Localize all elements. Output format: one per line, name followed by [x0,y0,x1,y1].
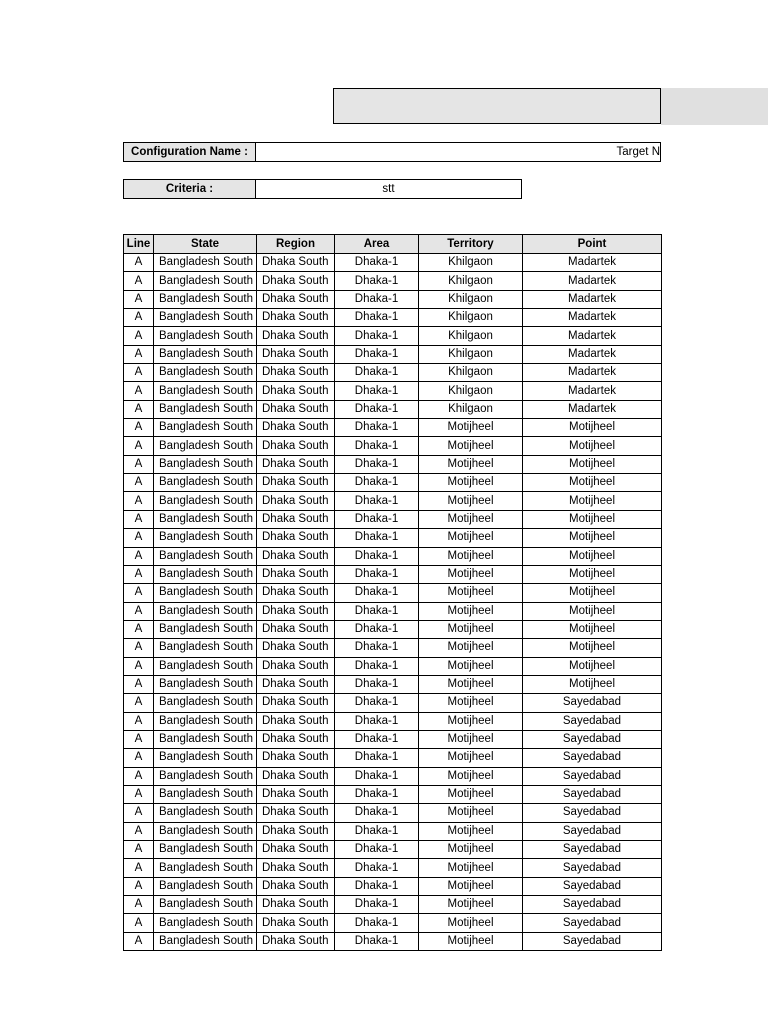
point-cell: Sayedabad [523,804,662,822]
area-cell: Dhaka-1 [335,620,419,638]
table-row [124,272,662,290]
point-cell: Sayedabad [523,694,662,712]
state-cell: Bangladesh South [154,327,257,345]
area-cell: Dhaka-1 [335,437,419,455]
area-cell: Dhaka-1 [335,345,419,363]
table-row [124,877,662,895]
line-cell: A [124,565,154,583]
region-cell: Dhaka South [257,602,335,620]
line-cell: A [124,382,154,400]
area-cell: Dhaka-1 [335,309,419,327]
territory-cell: Khilgaon [419,327,523,345]
line-cell: A [124,309,154,327]
territory-cell: Khilgaon [419,309,523,327]
table-row [124,290,662,308]
line-cell: A [124,822,154,840]
point-cell: Sayedabad [523,859,662,877]
point-cell: Madartek [523,254,662,272]
region-cell: Dhaka South [257,712,335,730]
point-cell: Motijheel [523,675,662,693]
area-cell: Dhaka-1 [335,455,419,473]
table-row [124,345,662,363]
line-cell: A [124,400,154,418]
point-cell: Motijheel [523,437,662,455]
area-cell: Dhaka-1 [335,822,419,840]
point-cell: Motijheel [523,602,662,620]
area-cell: Dhaka-1 [335,804,419,822]
state-cell: Bangladesh South [154,639,257,657]
region-cell: Dhaka South [257,400,335,418]
point-cell: Sayedabad [523,822,662,840]
point-cell: Madartek [523,345,662,363]
point-cell: Motijheel [523,584,662,602]
state-cell: Bangladesh South [154,932,257,950]
line-cell: A [124,712,154,730]
line-cell: A [124,290,154,308]
area-cell: Dhaka-1 [335,492,419,510]
line-cell: A [124,785,154,803]
territory-cell: Motijheel [419,419,523,437]
region-cell: Dhaka South [257,437,335,455]
point-cell: Motijheel [523,510,662,528]
table-row [124,657,662,675]
line-cell: A [124,419,154,437]
table-row [124,492,662,510]
territory-cell: Motijheel [419,749,523,767]
line-cell: A [124,254,154,272]
table-row [124,547,662,565]
territory-cell: Motijheel [419,694,523,712]
area-cell: Dhaka-1 [335,657,419,675]
point-cell: Sayedabad [523,730,662,748]
area-cell: Dhaka-1 [335,474,419,492]
territory-cell: Motijheel [419,547,523,565]
table-row [124,455,662,473]
table-row [124,932,662,950]
state-cell: Bangladesh South [154,364,257,382]
point-cell: Motijheel [523,639,662,657]
point-cell: Sayedabad [523,712,662,730]
state-cell: Bangladesh South [154,804,257,822]
point-cell: Madartek [523,327,662,345]
configuration-name-label: Configuration Name : [123,142,256,162]
line-cell: A [124,730,154,748]
territory-cell: Motijheel [419,914,523,932]
line-cell: A [124,510,154,528]
territory-cell: Motijheel [419,785,523,803]
territory-cell: Motijheel [419,455,523,473]
region-cell: Dhaka South [257,730,335,748]
point-cell: Sayedabad [523,932,662,950]
state-cell: Bangladesh South [154,565,257,583]
line-cell: A [124,620,154,638]
region-cell: Dhaka South [257,767,335,785]
territory-table [123,234,662,951]
table-row [124,510,662,528]
territory-cell: Motijheel [419,877,523,895]
point-cell: Motijheel [523,547,662,565]
territory-cell: Khilgaon [419,364,523,382]
region-cell: Dhaka South [257,254,335,272]
area-cell: Dhaka-1 [335,400,419,418]
point-cell: Madartek [523,272,662,290]
report-title-box-extension [661,88,768,125]
point-cell: Motijheel [523,620,662,638]
point-cell: Sayedabad [523,914,662,932]
table-body [124,254,662,951]
area-cell: Dhaka-1 [335,859,419,877]
line-cell: A [124,364,154,382]
state-cell: Bangladesh South [154,382,257,400]
area-cell: Dhaka-1 [335,694,419,712]
state-cell: Bangladesh South [154,620,257,638]
table-row [124,841,662,859]
line-cell: A [124,694,154,712]
table-row [124,474,662,492]
point-cell: Motijheel [523,492,662,510]
territory-cell: Motijheel [419,767,523,785]
state-cell: Bangladesh South [154,492,257,510]
point-cell: Motijheel [523,529,662,547]
line-cell: A [124,657,154,675]
region-cell: Dhaka South [257,896,335,914]
area-cell: Dhaka-1 [335,767,419,785]
territory-cell: Motijheel [419,510,523,528]
area-cell: Dhaka-1 [335,529,419,547]
column-header-state: State [154,235,257,254]
table-row [124,254,662,272]
region-cell: Dhaka South [257,804,335,822]
region-cell: Dhaka South [257,327,335,345]
state-cell: Bangladesh South [154,510,257,528]
state-cell: Bangladesh South [154,272,257,290]
region-cell: Dhaka South [257,290,335,308]
state-cell: Bangladesh South [154,290,257,308]
table-row [124,309,662,327]
point-cell: Sayedabad [523,896,662,914]
point-cell: Motijheel [523,565,662,583]
area-cell: Dhaka-1 [335,584,419,602]
region-cell: Dhaka South [257,841,335,859]
table-row [124,785,662,803]
point-cell: Sayedabad [523,749,662,767]
state-cell: Bangladesh South [154,785,257,803]
table-row [124,400,662,418]
table-row [124,437,662,455]
line-cell: A [124,602,154,620]
region-cell: Dhaka South [257,822,335,840]
point-cell: Madartek [523,382,662,400]
territory-cell: Motijheel [419,529,523,547]
line-cell: A [124,896,154,914]
state-cell: Bangladesh South [154,749,257,767]
line-cell: A [124,345,154,363]
area-cell: Dhaka-1 [335,841,419,859]
line-cell: A [124,455,154,473]
state-cell: Bangladesh South [154,822,257,840]
line-cell: A [124,859,154,877]
state-cell: Bangladesh South [154,896,257,914]
territory-cell: Khilgaon [419,290,523,308]
territory-cell: Motijheel [419,859,523,877]
column-header-territory: Territory [419,235,523,254]
area-cell: Dhaka-1 [335,419,419,437]
table-row [124,382,662,400]
region-cell: Dhaka South [257,877,335,895]
region-cell: Dhaka South [257,529,335,547]
state-cell: Bangladesh South [154,437,257,455]
area-cell: Dhaka-1 [335,712,419,730]
state-cell: Bangladesh South [154,841,257,859]
column-header-line: Line [124,235,154,254]
area-cell: Dhaka-1 [335,914,419,932]
area-cell: Dhaka-1 [335,675,419,693]
criteria-field [123,179,522,199]
line-cell: A [124,639,154,657]
territory-cell: Khilgaon [419,254,523,272]
table-row [124,529,662,547]
region-cell: Dhaka South [257,492,335,510]
area-cell: Dhaka-1 [335,785,419,803]
column-header-region: Region [257,235,335,254]
state-cell: Bangladesh South [154,474,257,492]
territory-cell: Motijheel [419,565,523,583]
table-row [124,822,662,840]
point-cell: Sayedabad [523,785,662,803]
point-cell: Madartek [523,364,662,382]
point-cell: Sayedabad [523,767,662,785]
region-cell: Dhaka South [257,639,335,657]
region-cell: Dhaka South [257,914,335,932]
region-cell: Dhaka South [257,584,335,602]
region-cell: Dhaka South [257,382,335,400]
table-row [124,749,662,767]
state-cell: Bangladesh South [154,547,257,565]
column-header-area: Area [335,235,419,254]
area-cell: Dhaka-1 [335,290,419,308]
line-cell: A [124,437,154,455]
line-cell: A [124,914,154,932]
territory-cell: Motijheel [419,804,523,822]
territory-cell: Motijheel [419,639,523,657]
region-cell: Dhaka South [257,657,335,675]
line-cell: A [124,877,154,895]
point-cell: Madartek [523,309,662,327]
region-cell: Dhaka South [257,785,335,803]
state-cell: Bangladesh South [154,602,257,620]
point-cell: Motijheel [523,657,662,675]
area-cell: Dhaka-1 [335,932,419,950]
region-cell: Dhaka South [257,749,335,767]
region-cell: Dhaka South [257,272,335,290]
area-cell: Dhaka-1 [335,877,419,895]
territory-cell: Khilgaon [419,345,523,363]
area-cell: Dhaka-1 [335,639,419,657]
state-cell: Bangladesh South [154,730,257,748]
criteria-label: Criteria : [123,179,256,199]
state-cell: Bangladesh South [154,400,257,418]
state-cell: Bangladesh South [154,859,257,877]
criteria-value: stt [256,179,522,199]
point-cell: Sayedabad [523,877,662,895]
state-cell: Bangladesh South [154,584,257,602]
table-row [124,675,662,693]
region-cell: Dhaka South [257,455,335,473]
table-row [124,620,662,638]
report-title-box [333,88,661,124]
table-row [124,327,662,345]
line-cell: A [124,492,154,510]
line-cell: A [124,529,154,547]
column-header-point: Point [523,235,662,254]
point-cell: Motijheel [523,474,662,492]
table-row [124,914,662,932]
table-row [124,712,662,730]
table-row [124,896,662,914]
territory-cell: Motijheel [419,712,523,730]
line-cell: A [124,272,154,290]
table-row [124,859,662,877]
state-cell: Bangladesh South [154,712,257,730]
state-cell: Bangladesh South [154,694,257,712]
area-cell: Dhaka-1 [335,547,419,565]
region-cell: Dhaka South [257,675,335,693]
territory-cell: Motijheel [419,932,523,950]
line-cell: A [124,932,154,950]
area-cell: Dhaka-1 [335,364,419,382]
table-header-row [124,235,662,254]
region-cell: Dhaka South [257,474,335,492]
point-cell: Madartek [523,290,662,308]
state-cell: Bangladesh South [154,767,257,785]
table-row [124,694,662,712]
line-cell: A [124,547,154,565]
state-cell: Bangladesh South [154,419,257,437]
table-row [124,767,662,785]
area-cell: Dhaka-1 [335,327,419,345]
state-cell: Bangladesh South [154,657,257,675]
territory-cell: Khilgaon [419,382,523,400]
table-row [124,602,662,620]
area-cell: Dhaka-1 [335,565,419,583]
line-cell: A [124,474,154,492]
area-cell: Dhaka-1 [335,730,419,748]
point-cell: Motijheel [523,419,662,437]
territory-cell: Motijheel [419,602,523,620]
configuration-name-field [123,142,661,162]
territory-cell: Khilgaon [419,272,523,290]
point-cell: Sayedabad [523,841,662,859]
region-cell: Dhaka South [257,859,335,877]
region-cell: Dhaka South [257,932,335,950]
table-row [124,639,662,657]
territory-cell: Khilgaon [419,400,523,418]
territory-cell: Motijheel [419,675,523,693]
territory-cell: Motijheel [419,474,523,492]
area-cell: Dhaka-1 [335,510,419,528]
state-cell: Bangladesh South [154,675,257,693]
region-cell: Dhaka South [257,419,335,437]
region-cell: Dhaka South [257,510,335,528]
state-cell: Bangladesh South [154,877,257,895]
territory-cell: Motijheel [419,584,523,602]
region-cell: Dhaka South [257,620,335,638]
point-cell: Madartek [523,400,662,418]
region-cell: Dhaka South [257,309,335,327]
region-cell: Dhaka South [257,565,335,583]
line-cell: A [124,584,154,602]
area-cell: Dhaka-1 [335,602,419,620]
region-cell: Dhaka South [257,364,335,382]
region-cell: Dhaka South [257,694,335,712]
area-cell: Dhaka-1 [335,272,419,290]
table-row [124,419,662,437]
table-row [124,364,662,382]
area-cell: Dhaka-1 [335,896,419,914]
state-cell: Bangladesh South [154,529,257,547]
territory-cell: Motijheel [419,841,523,859]
state-cell: Bangladesh South [154,914,257,932]
area-cell: Dhaka-1 [335,254,419,272]
territory-cell: Motijheel [419,896,523,914]
region-cell: Dhaka South [257,345,335,363]
territory-cell: Motijheel [419,437,523,455]
line-cell: A [124,749,154,767]
line-cell: A [124,675,154,693]
configuration-name-value: Target N [256,142,661,162]
line-cell: A [124,804,154,822]
line-cell: A [124,327,154,345]
territory-cell: Motijheel [419,492,523,510]
table-row [124,730,662,748]
area-cell: Dhaka-1 [335,749,419,767]
table-row [124,584,662,602]
state-cell: Bangladesh South [154,254,257,272]
territory-cell: Motijheel [419,730,523,748]
region-cell: Dhaka South [257,547,335,565]
territory-cell: Motijheel [419,657,523,675]
line-cell: A [124,767,154,785]
table-row [124,804,662,822]
state-cell: Bangladesh South [154,455,257,473]
state-cell: Bangladesh South [154,345,257,363]
state-cell: Bangladesh South [154,309,257,327]
territory-cell: Motijheel [419,620,523,638]
point-cell: Motijheel [523,455,662,473]
line-cell: A [124,841,154,859]
area-cell: Dhaka-1 [335,382,419,400]
territory-cell: Motijheel [419,822,523,840]
table-row [124,565,662,583]
